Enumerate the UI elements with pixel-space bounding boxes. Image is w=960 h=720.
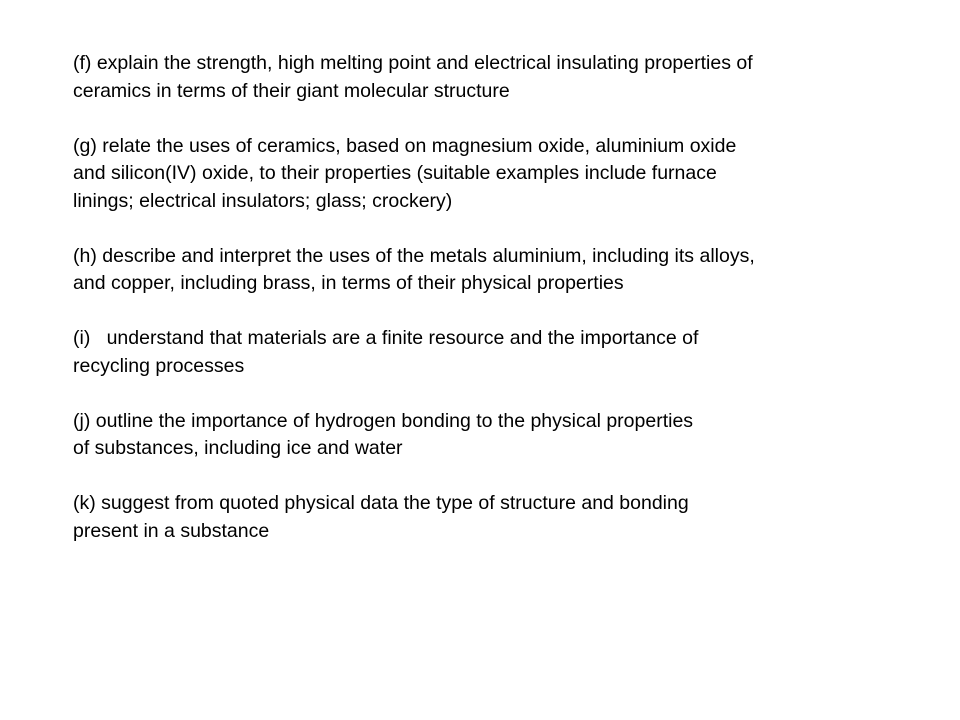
objective-line: (f) explain the strength, high melting point and electrical insulating properties of	[73, 52, 753, 74]
objective-line: and copper, including brass, in terms of their physical properties	[73, 272, 624, 294]
objective-line: (j) outline the importance of hydrogen bonding to the physical properties	[73, 409, 694, 432]
learning-objectives-list	[73, 50, 933, 573]
objective-j	[73, 408, 933, 463]
objective-line: (k) suggest from quoted physical data the type of structure and bonding	[73, 492, 689, 514]
objective-k	[73, 490, 933, 545]
objective-line: recycling processes	[73, 354, 245, 377]
objective-line: linings; electrical insulators; glass; crockery)	[73, 189, 453, 212]
objective-line: ceramics in terms of their giant molecular structure	[73, 79, 510, 102]
objective-line: of substances, including ice and water	[73, 437, 403, 459]
objective-line: and silicon(IV) oxide, to their properties (suitable examples include furnace	[73, 162, 717, 184]
objective-line: (i) understand that materials are a finite resource and the importance of	[73, 327, 699, 349]
objective-g	[73, 133, 933, 216]
objective-f	[73, 50, 933, 105]
objective-line: (h) describe and interpret the uses of the metals aluminium, including its alloys,	[73, 244, 755, 267]
objective-i	[73, 325, 933, 380]
objective-line: present in a substance	[73, 519, 270, 542]
objective-line: (g) relate the uses of ceramics, based on magnesium oxide, aluminium oxide	[73, 134, 737, 157]
objective-h	[73, 243, 933, 298]
